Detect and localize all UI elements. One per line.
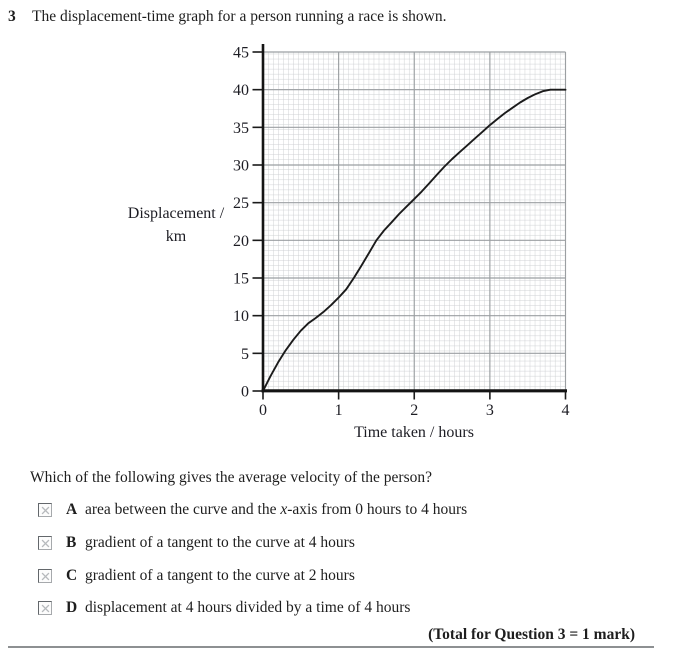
y-tick-label: 10 [233, 308, 249, 326]
answer-checkbox-b[interactable] [38, 536, 52, 550]
option-letter: D [66, 599, 78, 616]
y-axis-title-line1: Displacement / [127, 205, 225, 222]
x-tick-label: 4 [561, 402, 570, 419]
y-tick-label: 45 [233, 44, 249, 62]
y-tick-label: 30 [233, 157, 249, 175]
x-tick-label: 0 [259, 402, 267, 419]
option-letter: C [66, 567, 78, 584]
y-tick-label: 20 [233, 232, 249, 250]
checkbox-cross-icon [41, 572, 50, 581]
option-text-pre: gradient of a tangent to the curve at 2 hours [85, 567, 355, 584]
section-divider [8, 646, 654, 648]
answer-checkbox-d[interactable] [38, 601, 52, 615]
y-tick-label: 40 [233, 82, 249, 100]
total-marks: (Total for Question 3 = 1 mark) [428, 626, 635, 643]
option-row-a [38, 502, 467, 518]
question-number: 3 [8, 8, 16, 25]
y-tick-label: 35 [233, 119, 249, 137]
answer-checkbox-c[interactable] [38, 569, 52, 583]
question-prompt: Which of the following gives the average velocity of the person? [30, 469, 433, 486]
y-axis-title-line2: km [165, 228, 187, 245]
checkbox-cross-icon [41, 506, 50, 515]
option-letter: A [66, 501, 78, 518]
option-text-pre: displacement at 4 hours divided by a time of 4 hours [85, 599, 411, 616]
x-tick-label: 3 [485, 402, 494, 419]
option-row-c [38, 568, 355, 584]
option-text-pre: gradient of a tangent to the curve at 4 hours [85, 534, 355, 551]
option-letter: B [66, 534, 77, 551]
x-axis-title: Time taken / hours [354, 424, 474, 441]
option-text-post: -axis from 0 hours to 4 hours [287, 501, 468, 518]
checkbox-cross-icon [41, 604, 50, 613]
option-row-d [38, 600, 410, 616]
option-row-b [38, 535, 355, 551]
answer-checkbox-a[interactable] [38, 503, 52, 517]
option-text [85, 534, 355, 552]
y-tick-label: 15 [233, 270, 249, 288]
option-text [85, 599, 410, 617]
option-text [85, 501, 467, 519]
option-text-pre: area between the curve and the [85, 501, 281, 518]
y-tick-label: 5 [241, 345, 249, 363]
option-text [85, 567, 355, 585]
checkbox-cross-icon [41, 539, 50, 548]
x-tick-label: 2 [410, 402, 419, 419]
y-tick-label: 0 [241, 383, 249, 401]
question-intro: The displacement-time graph for a person running a race is shown. [32, 8, 447, 25]
option-text-italic: x [280, 501, 288, 518]
x-tick-label: 1 [334, 402, 343, 419]
y-tick-label: 25 [233, 195, 249, 213]
